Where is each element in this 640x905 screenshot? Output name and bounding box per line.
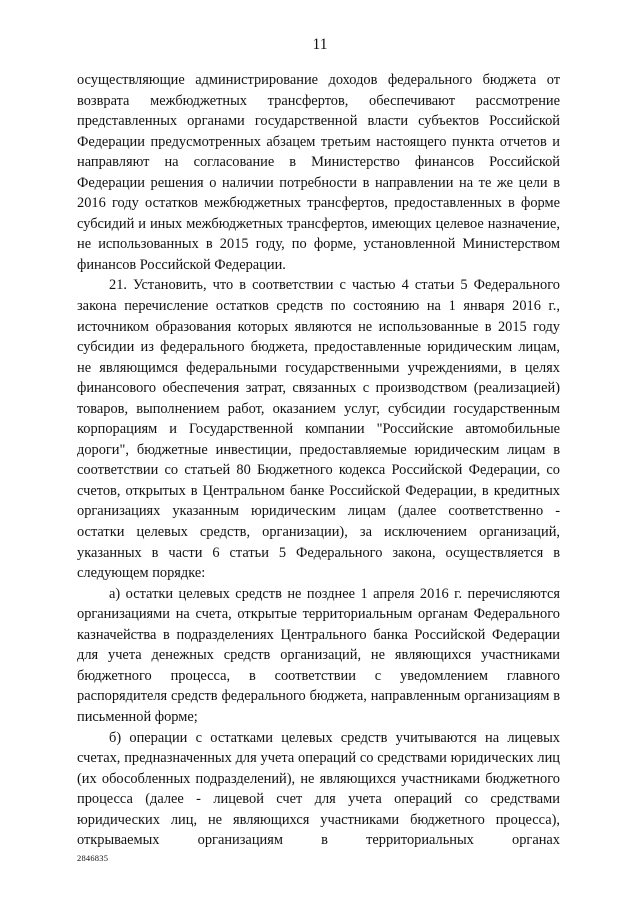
document-body [77, 70, 560, 851]
document-code: 2846835 [77, 853, 109, 863]
paragraph-continuation: осуществляющие администрирование доходов федерального бюджета от возврата межбюджетных трансфертов, обеспечивают рассмотрение представленных органами государственной власти субъектов Российской Федерации предусмотренных абзацем третьим настоящего пункта отчетов и направляют на согласование в Министерство финансов Российской Федерации решения о наличии потребности в направлении на те же цели в 2016 году остатков межбюджетных трансфертов, предоставленных в форме субсидий и иных межбюджетных трансфертов, имеющих целевое назначение, не использованных в 2015 году, по форме, установленной Министерством финансов Российской Федерации. [77, 72, 560, 273]
page-number: 11 [312, 36, 328, 53]
paragraph-subitem-b: б) операции с остатками целевых средств учитываются на лицевых счетах, предназначенных для учета операций со средствами юридических лиц (их обособленных подразделений), не являющихся участниками бюджетного процесса (далее - лицевой счет для учета операций со средствами юридических лиц, не являющихся участниками бюджетного процесса), открываемых организациям в территориальных органах [77, 729, 560, 849]
paragraph-item-21: 21. Установить, что в соответствии с частью 4 статьи 5 Федерального закона перечисление остатков средств по состоянию на 1 января 2016 г., источником образования которых являются не использованные в 2015 году субсидии из федерального бюджета, предоставленные юридическим лицам, не являющимся федеральными государственными учреждениями, в целях финансового обеспечения затрат, связанных с производством (реализацией) товаров, выполнением работ, оказанием услуг, субсидии государственным корпорациям и Государственной компании "Российские автомобильные дороги", бюджетные инвестиции, предоставляемые юридическим лицам в соответствии со статьей 80 Бюджетного кодекса Российской Федерации, со счетов, открытых в Центральном банке Российской Федерации, в кредитных организациях указанным юридическим лицам (далее соответственно - остатки целевых средств, организации), за исключением организаций, указанных в части 6 статьи 5 Федерального закона, осуществляется в следующем порядке: [77, 277, 560, 582]
paragraph-subitem-a: а) остатки целевых средств не позднее 1 апреля 2016 г. перечисляются организациями на счета, открытые территориальным органам Федерального казначейства в подразделениях Центрального банка Российской Федерации для учета денежных средств организаций, не являющихся участниками бюджетного процесса, в соответствии с уведомлением главного распорядителя средств федерального бюджета, направленным организациям в письменной форме; [77, 585, 560, 725]
